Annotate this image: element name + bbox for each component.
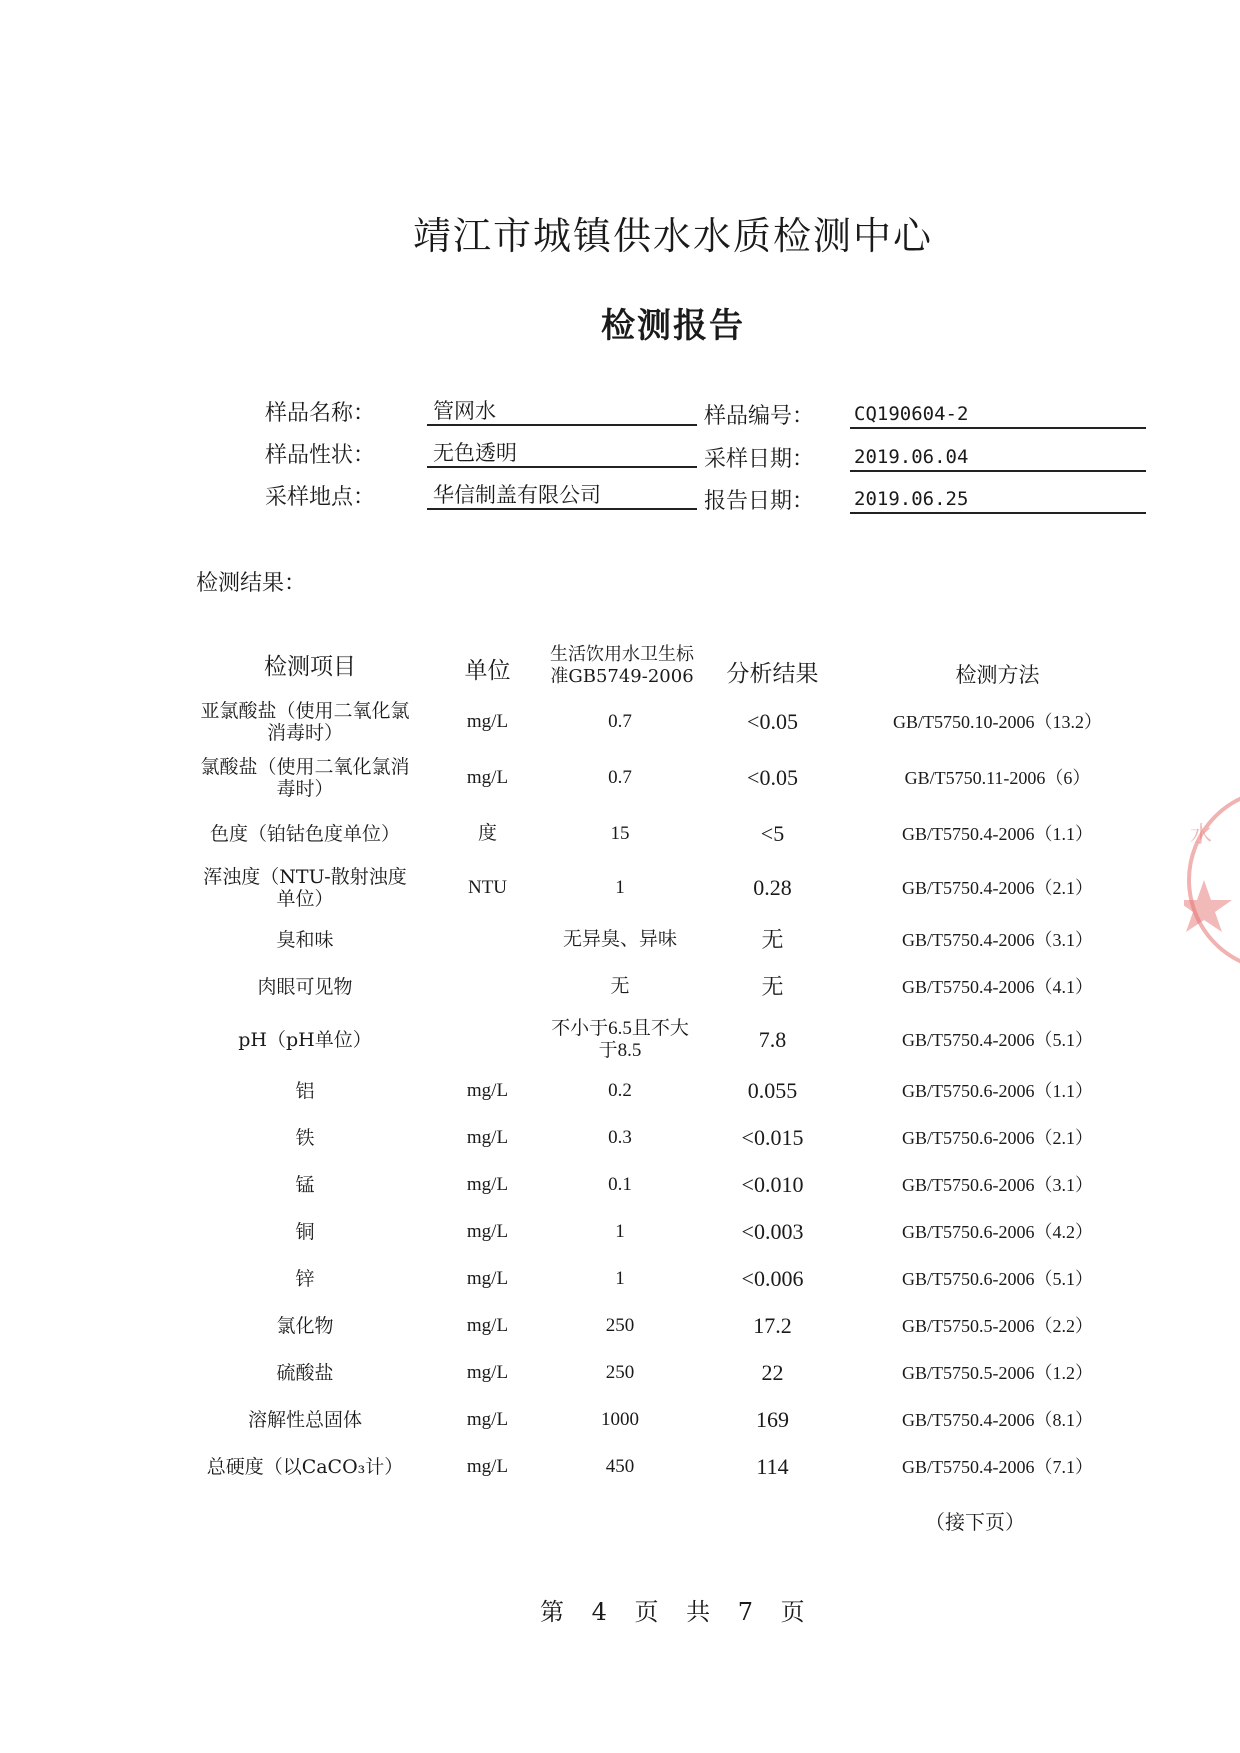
report-date-value: 2019.06.25 — [850, 486, 1146, 514]
official-seal — [1184, 780, 1240, 980]
cell-result: 无 — [761, 974, 784, 999]
cell-item: 浑浊度（NTU-散射浊度单位） — [203, 866, 407, 910]
sampling-date-label: 采样日期： — [704, 447, 815, 472]
cell-unit: mg/L — [466, 767, 509, 788]
cell-method: GB/T5750.6-2006（3.1） — [902, 1175, 1093, 1195]
organization-title: 靖江市城镇供水水质检测中心 — [412, 214, 933, 258]
cell-standard: 0.3 — [608, 1127, 632, 1148]
cell-standard: 15 — [610, 823, 630, 844]
cell-result: <0.010 — [741, 1172, 804, 1197]
cell-method: GB/T5750.11-2006（6） — [904, 768, 1091, 788]
cell-result: 0.055 — [747, 1078, 798, 1103]
page-number: 第 4 页 共 7 页 — [540, 1598, 807, 1626]
cell-item: 硫酸盐 — [276, 1362, 334, 1384]
cell-method: GB/T5750.6-2006（1.1） — [902, 1081, 1093, 1101]
cell-item: pH（pH单位） — [238, 1029, 372, 1051]
cell-method: GB/T5750.4-2006（3.1） — [902, 930, 1093, 950]
cell-standard: 1000 — [601, 1409, 639, 1430]
cell-item: 铝 — [295, 1080, 315, 1102]
cell-unit: 度 — [477, 823, 497, 844]
cell-result: <0.003 — [741, 1219, 804, 1244]
sample-state-value: 无色透明 — [427, 440, 697, 468]
cell-method: GB/T5750.6-2006（5.1） — [902, 1269, 1093, 1289]
cell-method: GB/T5750.4-2006（7.1） — [902, 1457, 1093, 1477]
cell-standard: 无异臭、异味 — [562, 929, 677, 950]
report-date-label: 报告日期： — [704, 489, 815, 514]
column-header-unit: 单位 — [464, 658, 511, 684]
cell-unit: mg/L — [466, 1268, 509, 1289]
results-section-title: 检测结果： — [196, 571, 307, 596]
sampling-site-value: 华信制盖有限公司 — [427, 482, 697, 510]
sample-no-value: CQ190604-2 — [850, 401, 1146, 429]
column-header-item: 检测项目 — [264, 654, 356, 680]
cell-result: 17.2 — [753, 1313, 792, 1338]
cell-standard: 无 — [610, 976, 630, 997]
cell-unit: NTU — [467, 877, 508, 898]
sampling-date-value: 2019.06.04 — [850, 444, 1146, 472]
cell-result: <0.015 — [741, 1125, 804, 1150]
cell-unit: mg/L — [466, 1174, 509, 1195]
svg-text:水: 水 — [1190, 823, 1213, 848]
cell-standard: 0.2 — [608, 1080, 632, 1101]
cell-item: 锌 — [295, 1268, 315, 1290]
cell-method: GB/T5750.4-2006（1.1） — [902, 824, 1093, 844]
cell-method: GB/T5750.10-2006（13.2） — [893, 712, 1102, 732]
cell-result: 7.8 — [758, 1027, 787, 1052]
cell-unit: mg/L — [466, 1409, 509, 1430]
column-header-result: 分析结果 — [726, 661, 819, 687]
cell-unit: mg/L — [466, 1080, 509, 1101]
cell-method: GB/T5750.4-2006（2.1） — [902, 878, 1093, 898]
cell-method: GB/T5750.4-2006（4.1） — [902, 977, 1093, 997]
cell-method: GB/T5750.5-2006（2.2） — [902, 1316, 1093, 1336]
continued-note: （接下页） — [925, 1510, 1025, 1534]
cell-item: 氯化物 — [276, 1315, 334, 1337]
cell-item: 肉眼可见物 — [257, 976, 353, 998]
cell-unit: mg/L — [466, 711, 509, 732]
cell-standard: 0.1 — [608, 1174, 632, 1195]
cell-item: 氯酸盐（使用二氧化氯消毒时） — [200, 756, 410, 800]
report-title: 检测报告 — [601, 306, 745, 346]
cell-item: 锰 — [295, 1174, 315, 1196]
cell-standard: 1 — [615, 877, 625, 898]
sample-state-label: 样品性状： — [265, 443, 376, 468]
cell-item: 铁 — [295, 1127, 315, 1149]
cell-method: GB/T5750.6-2006（2.1） — [902, 1128, 1093, 1148]
cell-result: 169 — [756, 1407, 789, 1432]
cell-unit: mg/L — [466, 1362, 509, 1383]
column-header-method: 检测方法 — [955, 663, 1040, 687]
cell-method: GB/T5750.6-2006（4.2） — [902, 1222, 1093, 1242]
cell-unit: mg/L — [466, 1456, 509, 1477]
cell-item: 臭和味 — [276, 929, 334, 951]
cell-standard: 250 — [605, 1362, 635, 1383]
cell-method: GB/T5750.4-2006（5.1） — [902, 1030, 1093, 1050]
sample-name-value: 管网水 — [427, 398, 697, 426]
cell-result: 0.28 — [753, 875, 792, 900]
cell-standard: 不小于6.5且不大于8.5 — [551, 1018, 689, 1061]
cell-item: 铜 — [295, 1221, 315, 1243]
cell-result: <0.05 — [747, 709, 798, 734]
cell-method: GB/T5750.4-2006（8.1） — [902, 1410, 1093, 1430]
cell-standard: 1 — [615, 1221, 625, 1242]
cell-result: <0.05 — [747, 765, 798, 790]
cell-unit: mg/L — [466, 1127, 509, 1148]
cell-result: 22 — [761, 1360, 784, 1385]
cell-standard: 0.7 — [608, 767, 632, 788]
sample-name-label: 样品名称： — [265, 401, 376, 426]
cell-item: 色度（铂钴色度单位） — [209, 823, 400, 845]
cell-standard: 450 — [605, 1456, 635, 1477]
cell-method: GB/T5750.5-2006（1.2） — [902, 1363, 1093, 1383]
sample-no-label: 样品编号： — [704, 404, 815, 429]
cell-unit: mg/L — [466, 1221, 509, 1242]
cell-unit: mg/L — [466, 1315, 509, 1336]
cell-standard: 0.7 — [608, 711, 632, 732]
sampling-site-label: 采样地点： — [265, 485, 376, 510]
cell-item: 溶解性总固体 — [247, 1409, 362, 1431]
cell-item: 亚氯酸盐（使用二氧化氯消毒时） — [200, 700, 410, 744]
cell-result: <0.006 — [741, 1266, 804, 1291]
cell-result: 无 — [761, 927, 784, 952]
cell-item: 总硬度（以CaCO₃计） — [206, 1456, 404, 1478]
cell-result: 114 — [756, 1454, 789, 1479]
cell-standard: 250 — [605, 1315, 635, 1336]
column-header-standard: 生活饮用水卫生标准GB5749-2006 — [550, 644, 694, 687]
cell-standard: 1 — [615, 1268, 625, 1289]
cell-result: <5 — [760, 821, 785, 846]
